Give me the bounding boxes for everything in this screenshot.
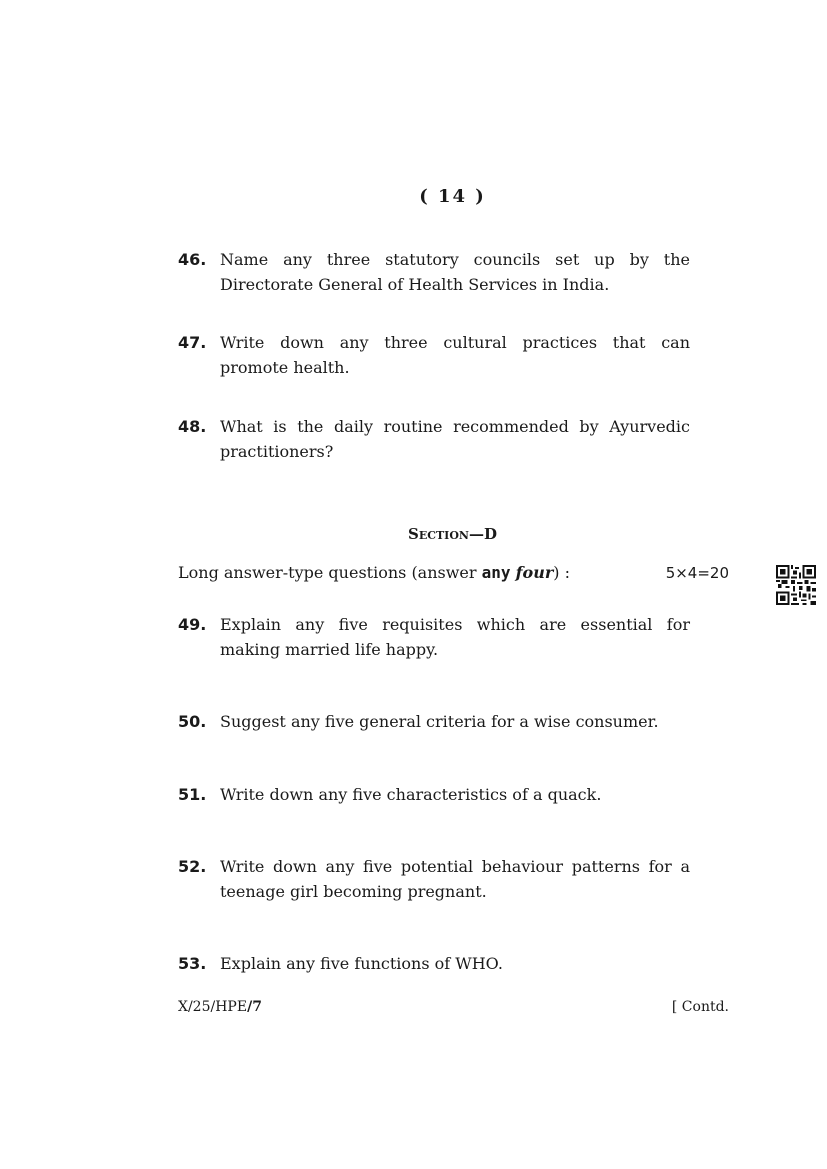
question-text-line: Directorate General of Health Services in India.	[220, 275, 610, 294]
question-text-line: Write down any five characteristics of a quack.	[220, 785, 602, 804]
instruction-prefix: Long answer-type questions (answer	[178, 563, 482, 582]
question-text-line: Write down any three cultural practices that can	[220, 333, 690, 352]
paper-code	[178, 999, 262, 1015]
question-number: 50.	[178, 712, 207, 731]
question-number: 46.	[178, 250, 207, 269]
question-53	[178, 951, 690, 976]
question-52	[178, 854, 690, 904]
section-instruction	[178, 561, 729, 585]
question-text-line: Explain any five requisites which are essential for	[220, 615, 690, 634]
question-number: 48.	[178, 417, 207, 436]
section-title: Section—D	[408, 525, 497, 543]
question-text-line: making married life happy.	[220, 640, 439, 659]
question-text-line: practitioners?	[220, 442, 334, 461]
question-number: 51.	[178, 785, 207, 804]
question-text-line: Suggest any five general criteria for a wise consumer.	[220, 712, 659, 731]
question-46	[178, 247, 690, 297]
question-51	[178, 782, 690, 807]
paper-code-suffix: /7	[247, 999, 262, 1015]
paper-code-prefix: X/25/HPE	[178, 999, 248, 1015]
question-text-line: Write down any five potential behaviour patterns for a	[220, 857, 690, 876]
question-number: 52.	[178, 857, 207, 876]
question-text-line: teenage girl becoming pregnant.	[220, 882, 487, 901]
question-50	[178, 709, 690, 734]
question-47	[178, 330, 690, 380]
instruction-any: any	[481, 563, 511, 582]
question-text-line: promote health.	[220, 358, 350, 377]
marks-allocation: 5×4=20	[665, 564, 729, 582]
question-number: 49.	[178, 615, 207, 634]
qr-code-icon	[776, 565, 816, 605]
continued-label: [ Contd.	[671, 999, 729, 1015]
question-49	[178, 612, 690, 662]
page-number: ( 14 )	[419, 186, 486, 207]
question-text-line: Explain any five functions of WHO.	[220, 954, 503, 973]
instruction-suffix: ) :	[553, 563, 570, 582]
question-text-line: Name any three statutory councils set up by the	[220, 250, 690, 269]
question-number: 53.	[178, 954, 207, 973]
question-48	[178, 414, 690, 464]
question-text-line: What is the daily routine recommended by Ayurvedic	[220, 417, 690, 436]
question-number: 47.	[178, 333, 207, 352]
instruction-four: four	[515, 563, 554, 582]
